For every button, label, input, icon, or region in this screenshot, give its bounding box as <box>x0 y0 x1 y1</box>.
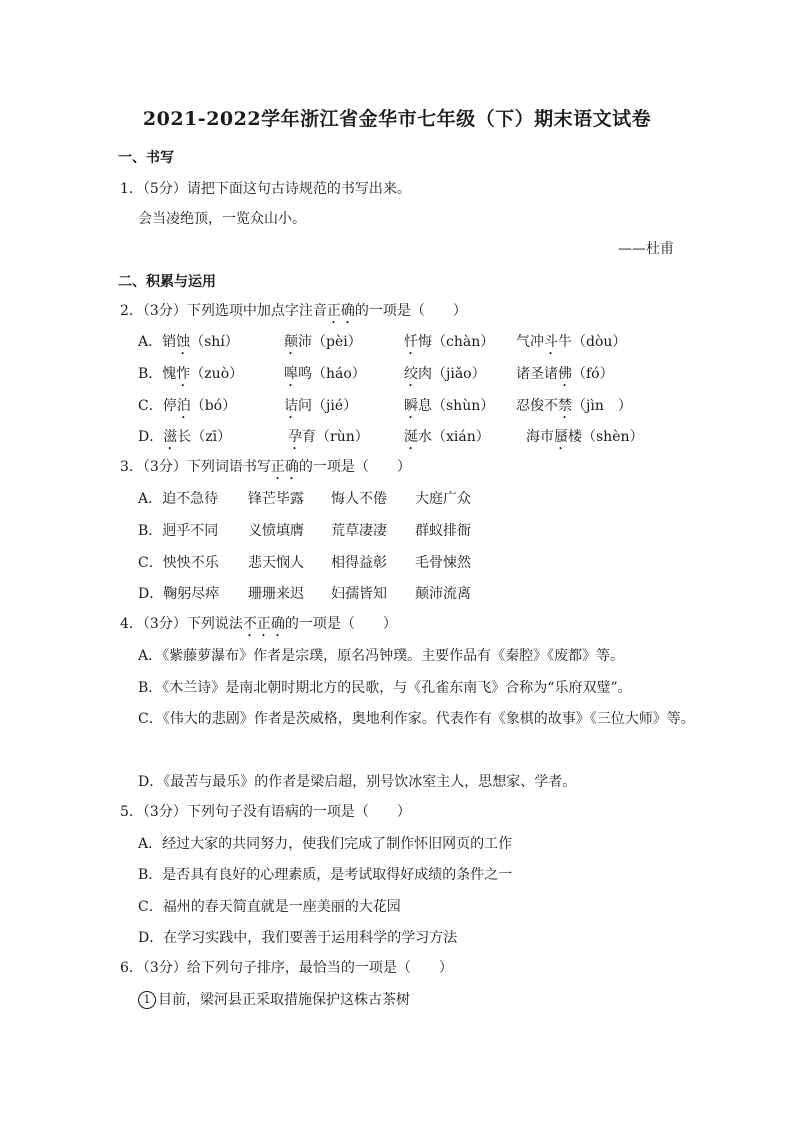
option-word: 妇孺皆知 <box>331 586 387 602</box>
option-word: 悲天悯人 <box>248 555 304 571</box>
option-word: C．停泊（bó） <box>138 398 237 414</box>
option-word: D．滋长（zī） <box>138 429 232 445</box>
option-word: 荒草凄凄 <box>331 523 387 539</box>
question-2-stem <box>120 300 467 327</box>
option-word: 海市蜃楼（shèn） <box>526 429 644 445</box>
question-4-option-c: C．《伟大的悲剧》作者是茨威格，奥地利作家。代表作有《象棋的故事》《三位大师》等。 <box>138 711 695 727</box>
option-word: 气冲斗牛（dòu） <box>516 334 627 350</box>
question-2-stem-prefix: 2．（3分）下列选项中加点字注音 <box>120 303 327 319</box>
section-heading-writing: 一、书写 <box>118 150 174 166</box>
question-6-sentence-1 <box>138 989 410 1009</box>
option-word: 孕育（rùn） <box>288 429 369 445</box>
question-3-stem <box>120 456 411 483</box>
question-5-stem: 5．（3分）下列句子没有语病的一项是（ ） <box>120 804 411 820</box>
question-5-option-a: A．经过大家的共同努力，使我们完成了制作怀旧网页的工作 <box>138 836 513 852</box>
question-3-stem-prefix: 3．（3分）下列词语书写 <box>120 459 271 475</box>
option-word: B．迥乎不同 <box>138 523 219 539</box>
option-word: 悔人不倦 <box>331 491 387 507</box>
question-5-option-c: C．福州的春天简直就是一座美丽的大花园 <box>138 899 401 915</box>
sentence-text: 目前，梁河县正采取措施保护这株古茶树 <box>158 992 410 1008</box>
option-word: 忍俊不禁（jìn ） <box>516 398 632 414</box>
question-4-option-b: B．《木兰诗》是南北朝时期北方的民歌，与《孔雀东南飞》合称为“乐府双璧”。 <box>138 680 632 696</box>
option-word: B．愧怍（zuò） <box>138 366 244 382</box>
question-5-option-d: D．在学习实践中，我们要善于运用科学的学习方法 <box>138 930 458 946</box>
question-4-stem-prefix: 4．（3分）下列说法 <box>120 616 243 632</box>
option-word: 颠沛（pèi） <box>284 334 362 350</box>
option-word: A．销蚀（shí） <box>138 334 239 350</box>
option-word: 涎水（xián） <box>404 429 490 445</box>
question-3-stem-suffix: 的一项是（ ） <box>298 459 411 475</box>
option-word: 珊珊来迟 <box>248 586 304 602</box>
question-6-stem: 6．（3分）给下列句子排序，最恰当的一项是（ ） <box>120 960 453 976</box>
option-word: 嗥鸣（háo） <box>284 366 366 382</box>
option-word: 诘问（jié） <box>284 398 358 414</box>
section-heading-accumulation: 二、积累与运用 <box>118 274 216 290</box>
question-4-stem-suffix: 的一项是（ ） <box>284 616 397 632</box>
option-word: A．迫不急待 <box>138 491 219 507</box>
question-4-stem-emphasis: 不正确 <box>242 616 285 632</box>
question-4-option-d: D．《最苦与最乐》的作者是梁启超，别号饮冰室主人，思想家、学者。 <box>138 774 577 790</box>
question-2-stem-emphasis: 正确 <box>326 303 355 319</box>
option-word: 大庭广众 <box>415 491 471 507</box>
option-word: 忏悔（chàn） <box>404 334 495 350</box>
question-4-option-a: A．《紫藤萝瀑布》作者是宗璞，原名冯钟璞。主要作品有《秦腔》《废都》等。 <box>138 648 625 664</box>
question-1-author: ——杜甫 <box>618 241 674 257</box>
question-2-stem-suffix: 的一项是（ ） <box>354 303 467 319</box>
question-1-stem: 1．（5分）请把下面这句古诗规范的书写出来。 <box>120 181 411 197</box>
question-3-stem-emphasis: 正确 <box>270 459 299 475</box>
option-word: 群蚁排衙 <box>415 523 471 539</box>
option-word: D．鞠躬尽瘁 <box>138 586 220 602</box>
option-word: 相得益彰 <box>331 555 387 571</box>
option-word: C．怏怏不乐 <box>138 555 219 571</box>
option-word: 毛骨悚然 <box>415 555 471 571</box>
option-word: 诸圣诸佛（fó） <box>516 366 614 382</box>
option-word: 瞬息（shùn） <box>404 398 495 414</box>
option-word: 义愤填膺 <box>248 523 304 539</box>
question-1-poem-line: 会当凌绝顶，一览众山小。 <box>138 211 306 227</box>
question-5-option-b: B．是否具有良好的心理素质，是考试取得好成绩的条件之一 <box>138 867 513 883</box>
question-4-stem <box>120 613 397 640</box>
option-word: 锋芒毕露 <box>248 491 304 507</box>
option-word: 颠沛流离 <box>415 586 471 602</box>
option-word: 绞肉（jiǎo） <box>404 366 486 382</box>
circled-number-icon: 1 <box>138 991 156 1009</box>
page-title: 2021-2022学年浙江省金华市七年级（下）期末语文试卷 <box>142 108 652 130</box>
